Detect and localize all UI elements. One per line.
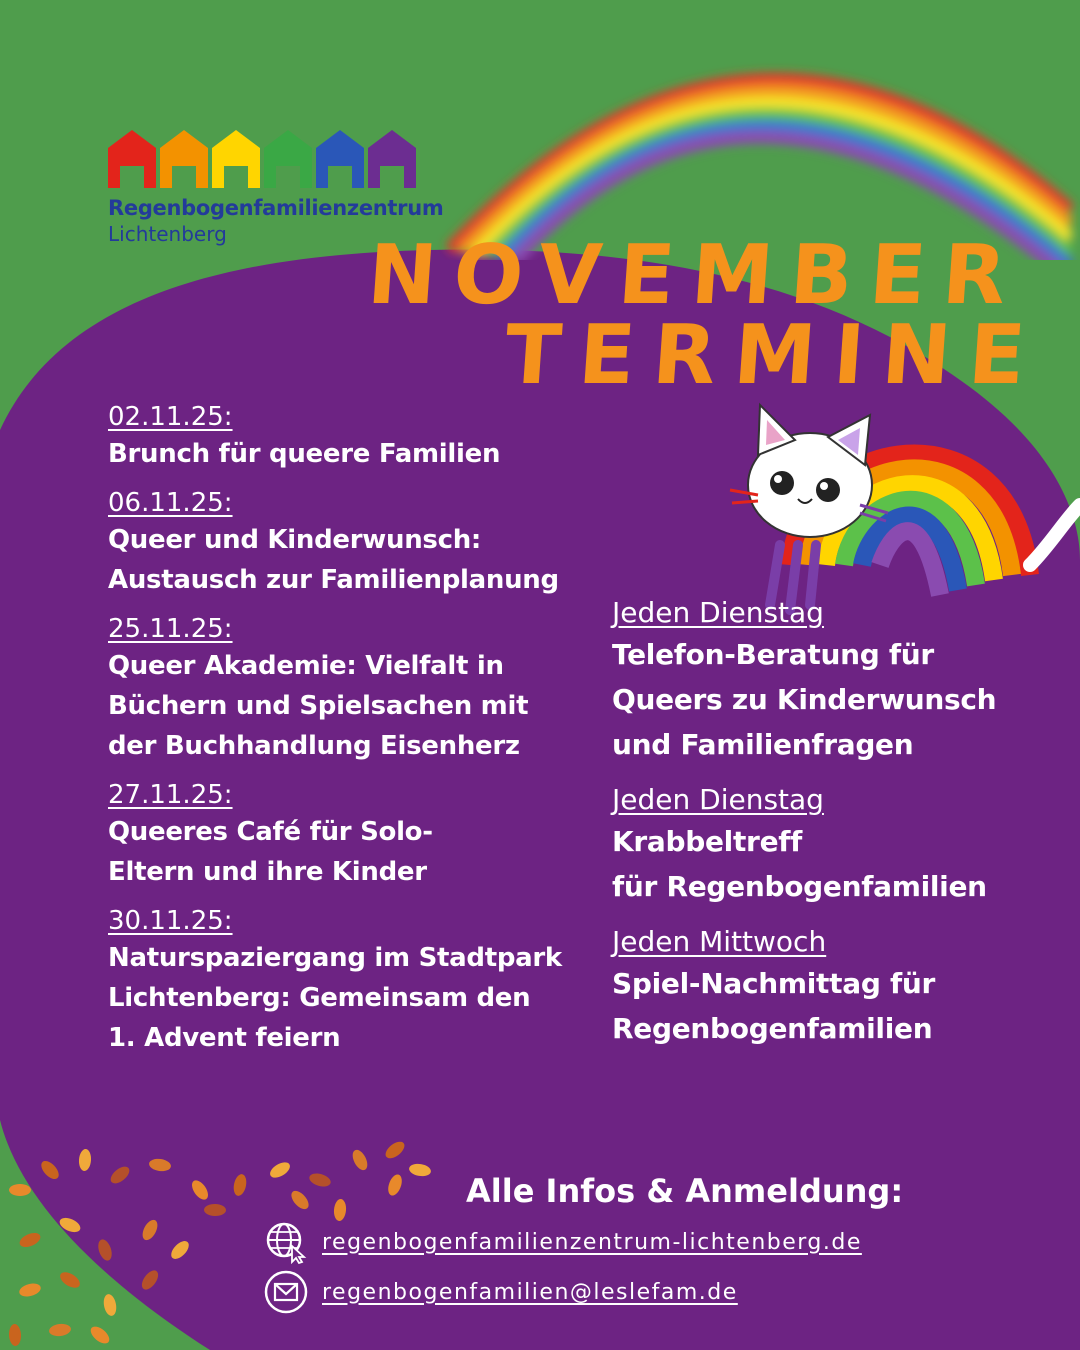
event-date: 25.11.25: [108,614,233,644]
event-description: Krabbeltreff für Regenbogenfamilien [612,825,987,903]
infos-heading: Alle Infos & Anmeldung: [466,1172,904,1210]
event-description: Queer und Kinderwunsch: Austausch zur Familienplanung [108,525,559,595]
event-item [108,612,588,766]
event-item [108,400,588,474]
title-termine: TERMINE [501,308,1047,403]
leaf-shape [267,1159,292,1181]
event-weekday: Jeden Dienstag [612,783,824,816]
leaf-shape [383,1138,408,1161]
event-item [108,904,588,1058]
event-weekday: Jeden Dienstag [612,596,824,629]
leaf-shape [102,1293,118,1317]
leaf-shape [408,1162,432,1177]
recurring-event-item [612,781,1052,909]
leaf-shape [204,1204,226,1216]
leaf-shape [88,1323,113,1346]
leaf-shape [38,1158,62,1182]
event-date: 27.11.25: [108,780,233,810]
logo-subtitle: Lichtenberg [108,222,227,246]
leaf-shape [308,1171,332,1189]
email-contact[interactable] [264,1270,738,1314]
leaf-shape [168,1238,192,1262]
leaf-shape [78,1149,92,1172]
leaf-shape [189,1178,211,1203]
recurring-event-item [612,923,1052,1051]
leaf-shape [8,1324,21,1347]
envelope-icon [264,1270,308,1314]
website-link[interactable]: regenbogenfamilienzentrum-lichtenberg.de [322,1229,862,1255]
logo-house-shape [108,130,156,188]
logo-house-shape [212,130,260,188]
event-description: Telefon-Beratung für Queers zu Kinderwunsch und Familienfragen [612,638,997,761]
leaf-shape [232,1173,248,1197]
logo-house-shape [264,130,312,188]
events-left-column [108,400,588,1070]
logo-house-shape [160,130,208,188]
event-date: 06.11.25: [108,488,233,518]
globe-cursor-icon [264,1220,308,1264]
title-november: NOVEMBER [364,228,1027,323]
recurring-event-item [612,594,1052,767]
logo-house-shape [368,130,416,188]
event-description: Brunch für queere Familien [108,439,501,469]
event-date: 02.11.25: [108,402,233,432]
leaf-shape [18,1281,42,1298]
logo-houses [108,128,428,192]
event-description: Spiel-Nachmittag für Regenbogenfamilien [612,967,936,1045]
website-contact[interactable] [264,1220,862,1264]
leaf-shape [386,1173,405,1198]
leaf-shape [9,1184,31,1196]
logo-name: Regenbogenfamilienzentrum [108,196,444,220]
event-item [108,486,588,600]
event-date: 30.11.25: [108,906,233,936]
leaf-shape [140,1217,161,1242]
event-item [108,778,588,892]
logo-house-shape [316,130,364,188]
leaf-shape [288,1188,312,1212]
leaf-shape [139,1268,162,1293]
event-weekday: Jeden Mittwoch [612,925,827,958]
event-description: Naturspaziergang im Stadtpark Lichtenberg: Gemeinsam den 1. Advent feiern [108,943,562,1053]
event-description: Queeres Café für Solo- Eltern und ihre Kinder [108,817,433,887]
rainbow-arc-decoration [430,0,1080,260]
leaf-shape [48,1323,71,1338]
leaf-shape [108,1163,133,1186]
event-description: Queer Akademie: Vielfalt in Büchern und Spielsachen mit der Buchhandlung Eisenherz [108,651,529,761]
leaf-shape [96,1238,115,1263]
email-link[interactable]: regenbogenfamilien@leslefam.de [322,1279,738,1305]
leaf-shape [350,1147,371,1172]
leaf-shape [58,1215,83,1235]
leaf-shape [57,1269,82,1291]
leaf-shape [333,1199,347,1222]
leaf-shape [18,1230,43,1250]
events-right-column [612,594,1052,1065]
leaf-shape [148,1158,171,1173]
